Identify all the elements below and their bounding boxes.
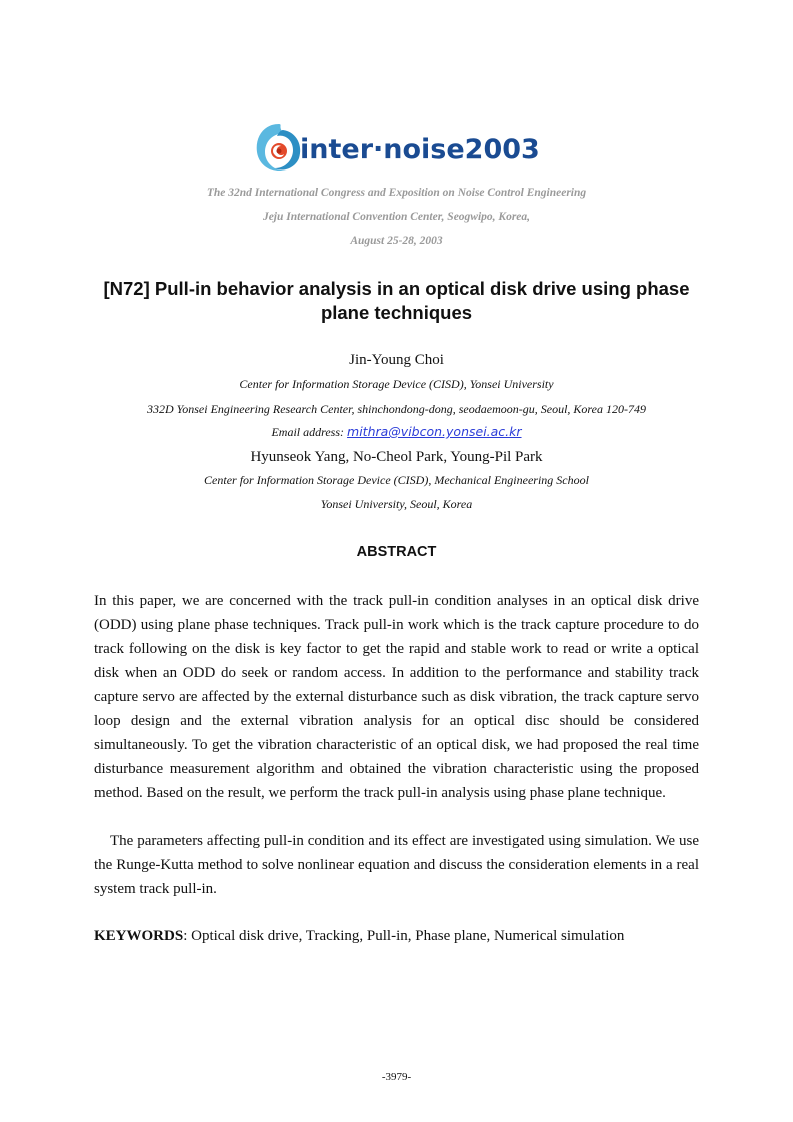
conference-dates: August 25-28, 2003 — [350, 235, 443, 247]
abstract-paragraph-2: The parameters affecting pull-in condition and its effect are investigated using simulation. We use the Runge-Kutta method to solve nonlinear equation and discuss the consideration elements in a real system track pull-in. — [94, 833, 699, 897]
coauthor-affiliation: Center for Information Storage Device (CISD), Mechanical Engineering School — [204, 473, 589, 487]
logo-text: inter·noise2003 — [300, 134, 540, 165]
paper-title: [N72] Pull-in behavior analysis in an optical disk drive using phase plane techniques — [103, 278, 690, 323]
conference-logo — [253, 120, 543, 176]
author-address: 332D Yonsei Engineering Research Center, shinchondong-dong, seodaemoon-gu, Seoul, Korea 120-749 — [147, 402, 646, 416]
abstract-heading: ABSTRACT — [356, 544, 437, 560]
keywords — [94, 926, 699, 946]
author-name: Jin-Young Choi — [349, 352, 444, 368]
keywords-text: : Optical disk drive, Tracking, Pull-in, Phase plane, Numerical simulation — [183, 928, 625, 944]
coauthor-names: Hyunseok Yang, No-Cheol Park, Young-Pil Park — [250, 449, 543, 465]
keywords-label: KEYWORDS — [94, 928, 184, 944]
author-affiliation: Center for Information Storage Device (CISD), Yonsei University — [239, 377, 554, 391]
conference-venue: Jeju International Convention Center, Seogwipo, Korea, — [262, 211, 531, 223]
author-email-line — [0, 425, 793, 439]
abstract-paragraph-1: In this paper, we are concerned with the track pull-in condition analyses in an optical disk drive (ODD) using plane phase techniques. Track pull-in work which is the track capture procedure to do track following on the disk is key factor to get the rapid and stable work to read or write a optical disk when an ODD do seek or random access. In addition to the performance and stability track capture servo are affected by the external disturbance such as disk vibration, the track capture servo loop design and the external vibration analysis for an optical disc should be considered simultaneously. To get the vibration characteristic of an optical disk, we had proposed the real time disturbance measurement algorithm and obtained the vibration characteristic using the proposed method. Based on the result, we perform the track pull-in analysis using phase plane technique. — [94, 593, 699, 801]
coauthor-address: Yonsei University, Seoul, Korea — [320, 497, 473, 511]
page-number: -3979- — [381, 1071, 412, 1083]
conference-name: The 32nd International Congress and Exposition on Noise Control Engineering — [206, 187, 587, 199]
email-label: Email address: — [271, 425, 345, 439]
conference-swirl-logo-icon — [253, 120, 305, 176]
email-link[interactable]: mithra@vibcon.yonsei.ac.kr — [347, 424, 522, 439]
